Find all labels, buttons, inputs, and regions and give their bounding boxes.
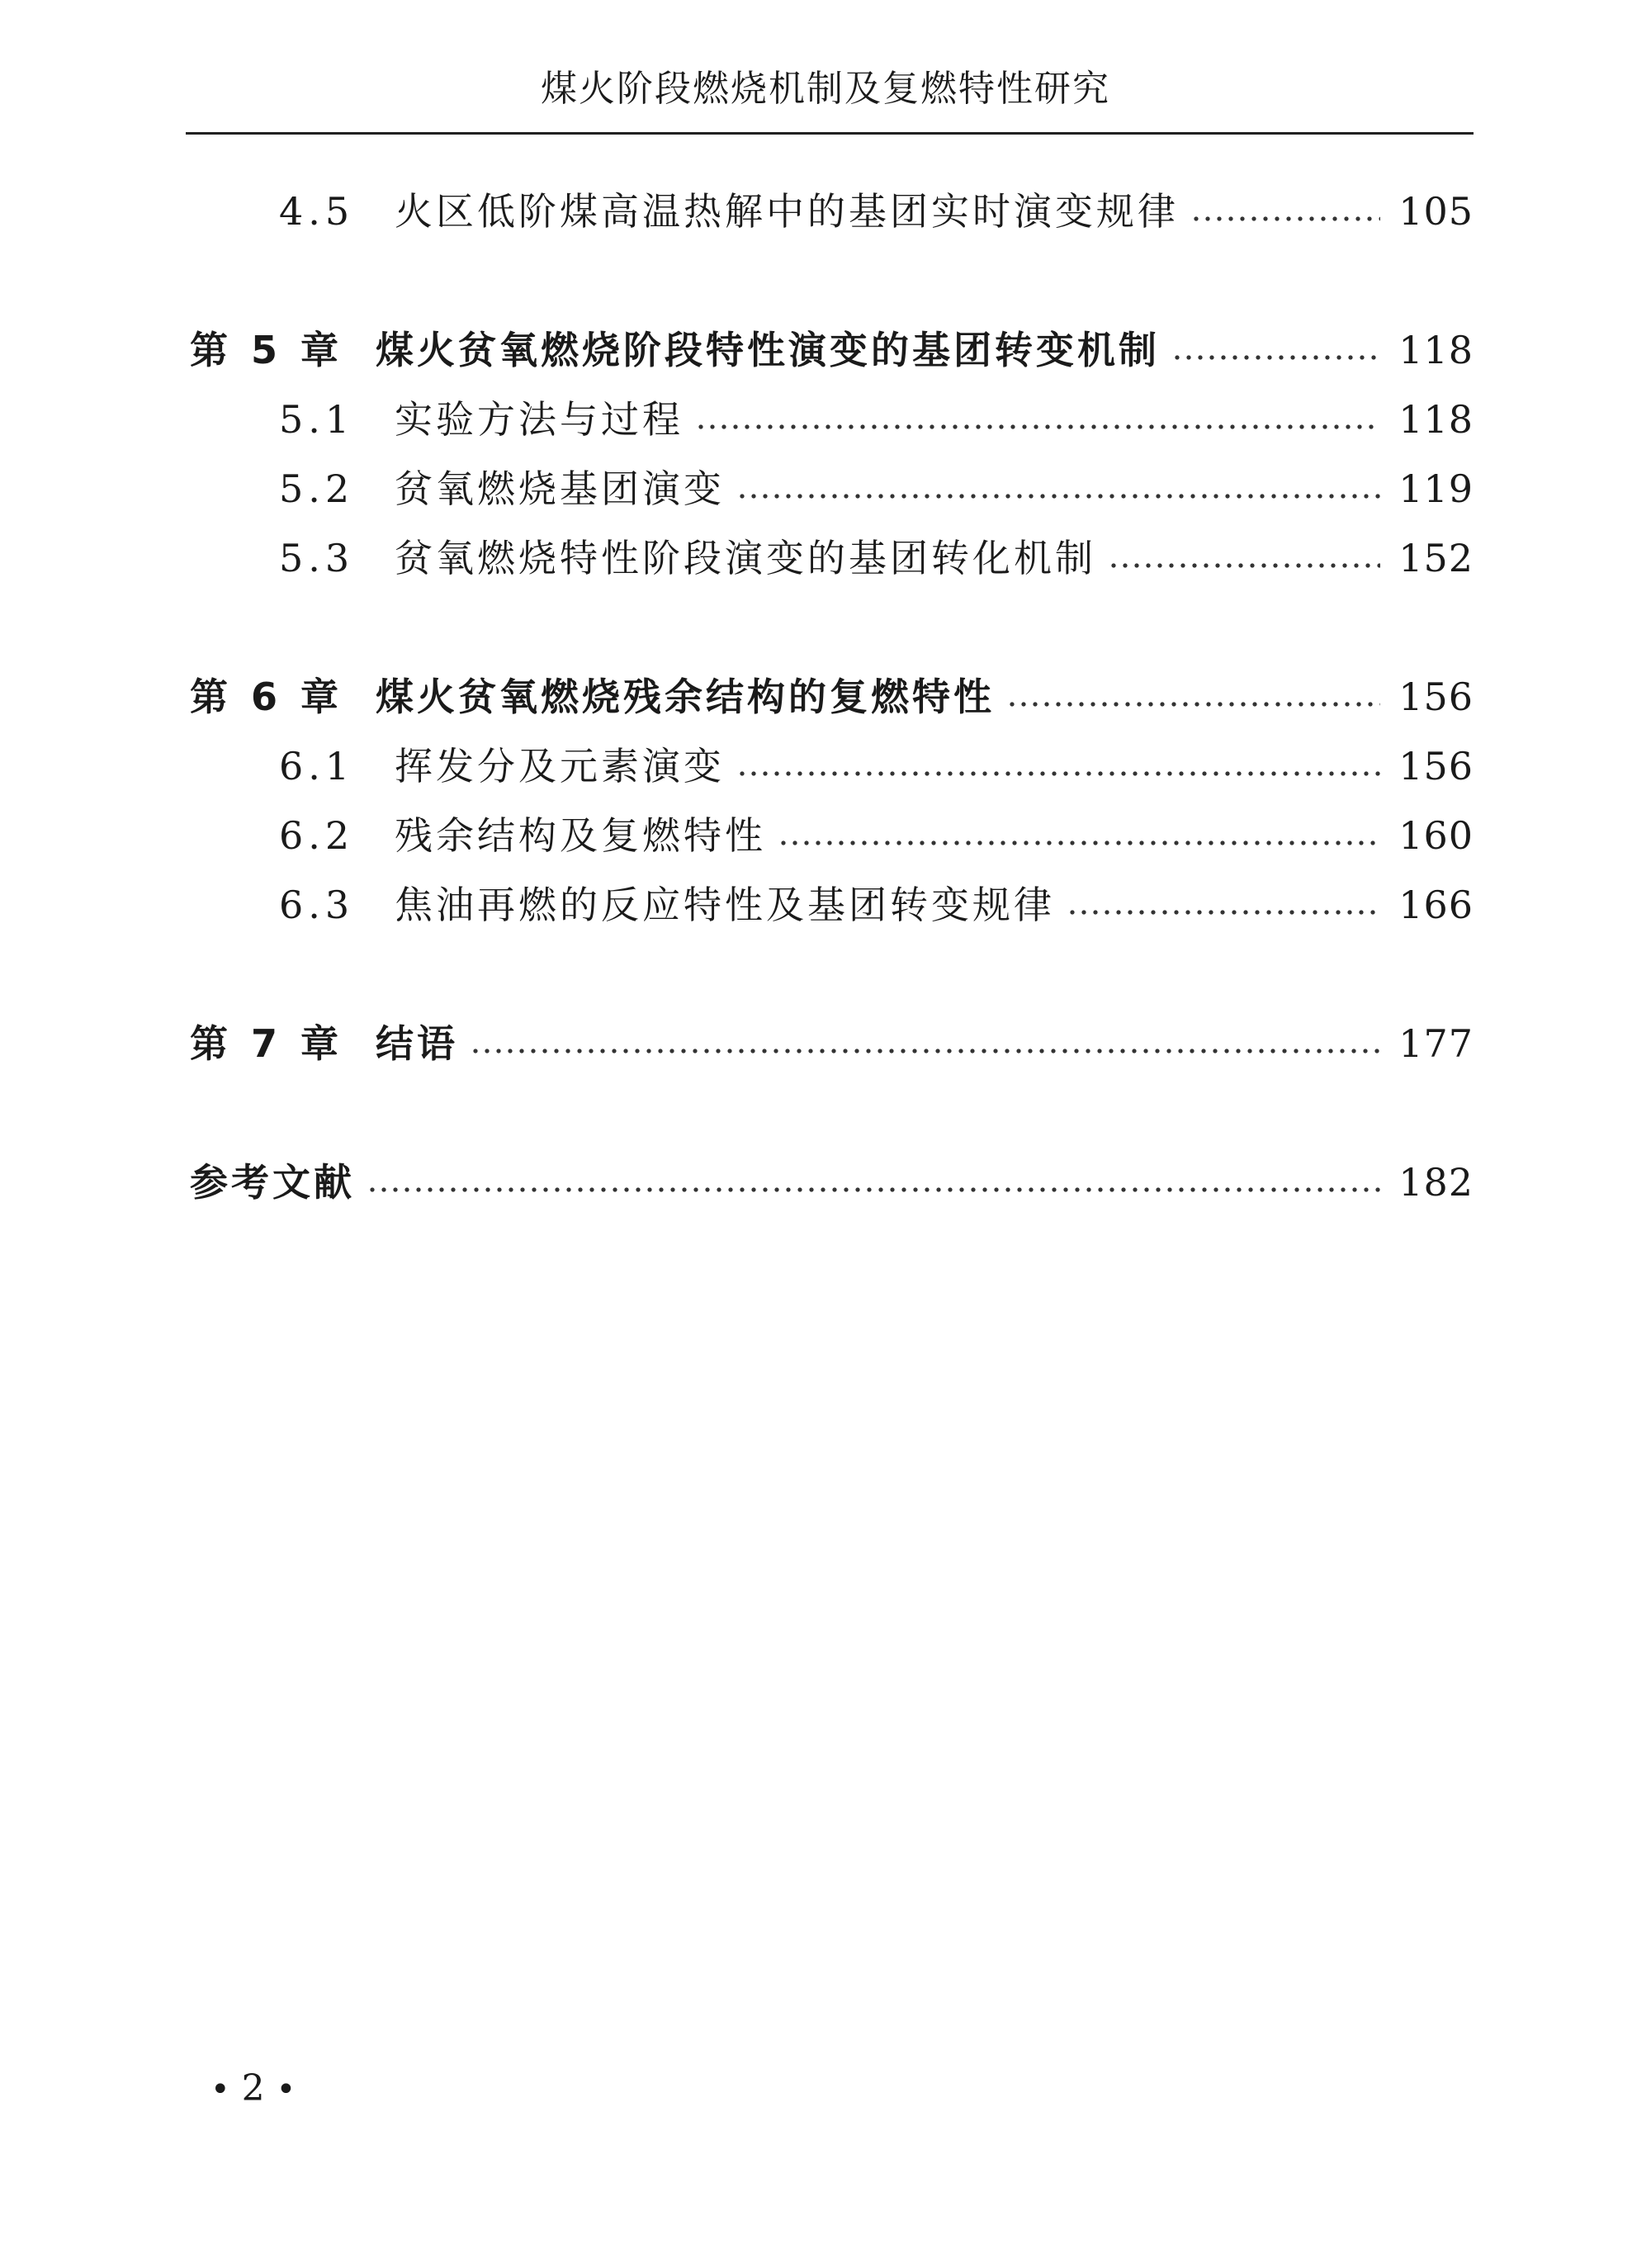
chapter-title: 煤火贫氧燃烧残余结构的复燃特性 [376, 675, 995, 719]
toc-entry-title: 残余结构及复燃特性 [395, 813, 766, 858]
dot-leader [1171, 353, 1380, 362]
toc-entry-title: 挥发分及元素演变 [395, 744, 725, 788]
toc-entry-number: 4.5 [279, 189, 355, 234]
dot-leader [695, 423, 1380, 431]
toc-entry-title: 贫氧燃烧基团演变 [395, 466, 725, 511]
toc-entry-number: 6.1 [279, 744, 355, 788]
toc-references[interactable] [190, 1156, 1474, 1209]
chapter-title: 煤火贫氧燃烧阶段特性演变的基团转变机制 [376, 328, 1160, 372]
toc-chapter-5[interactable] [190, 324, 1474, 376]
bullet-icon: • [211, 2071, 230, 2109]
toc-entry-6-1[interactable] [279, 740, 1474, 793]
dot-leader [367, 1186, 1380, 1194]
toc-entry-5-2[interactable] [279, 462, 1474, 515]
dot-leader [736, 492, 1380, 500]
toc-entry-5-3[interactable] [279, 532, 1474, 585]
toc-entry-4-5[interactable] [279, 185, 1474, 238]
dot-leader [1006, 700, 1380, 708]
dot-leader [470, 1047, 1380, 1055]
toc-entry-page: 182 [1398, 1160, 1474, 1205]
toc-entry-page: 156 [1398, 744, 1474, 788]
toc-entry-page: 177 [1398, 1021, 1474, 1066]
toc-chapter-7[interactable] [190, 1017, 1474, 1070]
toc-entry-6-2[interactable] [279, 809, 1474, 862]
toc-entry-number: 5.2 [279, 466, 355, 511]
toc-entry-number: 5.3 [279, 536, 355, 580]
toc-entry-page: 152 [1398, 536, 1474, 580]
toc-chapter-6[interactable] [190, 670, 1474, 723]
page-footer [211, 2064, 296, 2114]
toc-entry-page: 118 [1398, 397, 1474, 442]
toc-entry-number: 5.1 [279, 397, 355, 442]
chapter-number: 第 5 章 [190, 328, 344, 372]
toc-entry-title: 贫氧燃烧特性阶段演变的基团转化机制 [395, 536, 1096, 580]
references-title: 参考文献 [190, 1160, 355, 1205]
toc-entry-title: 焦油再燃的反应特性及基团转变规律 [395, 883, 1055, 927]
dot-leader [1108, 561, 1380, 570]
toc-entry-number: 6.2 [279, 813, 355, 858]
toc-entry-page: 166 [1398, 883, 1474, 927]
toc-entry-page: 156 [1398, 675, 1474, 719]
toc-entry-number: 6.3 [279, 883, 355, 927]
toc-entry-title: 火区低阶煤高温热解中的基团实时演变规律 [395, 189, 1179, 234]
chapter-number: 第 7 章 [190, 1021, 344, 1066]
dot-leader [736, 769, 1380, 778]
dot-leader [1190, 215, 1380, 223]
chapter-title: 结语 [376, 1021, 458, 1066]
dot-leader [1067, 908, 1380, 916]
dot-leader [778, 839, 1380, 847]
toc-entry-page: 105 [1398, 189, 1474, 234]
toc-entry-title: 实验方法与过程 [395, 397, 684, 442]
toc-entry-page: 119 [1398, 466, 1474, 511]
toc-entry-6-3[interactable] [279, 878, 1474, 931]
chapter-number: 第 6 章 [190, 675, 344, 719]
toc-entry-page: 160 [1398, 813, 1474, 858]
running-title: 煤火阶段燃烧机制及复燃特性研究 [541, 68, 1110, 110]
page-number: 2 [241, 2067, 265, 2109]
bullet-icon: • [276, 2071, 296, 2109]
toc-entry-5-1[interactable] [279, 393, 1474, 446]
toc-entry-page: 118 [1398, 328, 1474, 372]
